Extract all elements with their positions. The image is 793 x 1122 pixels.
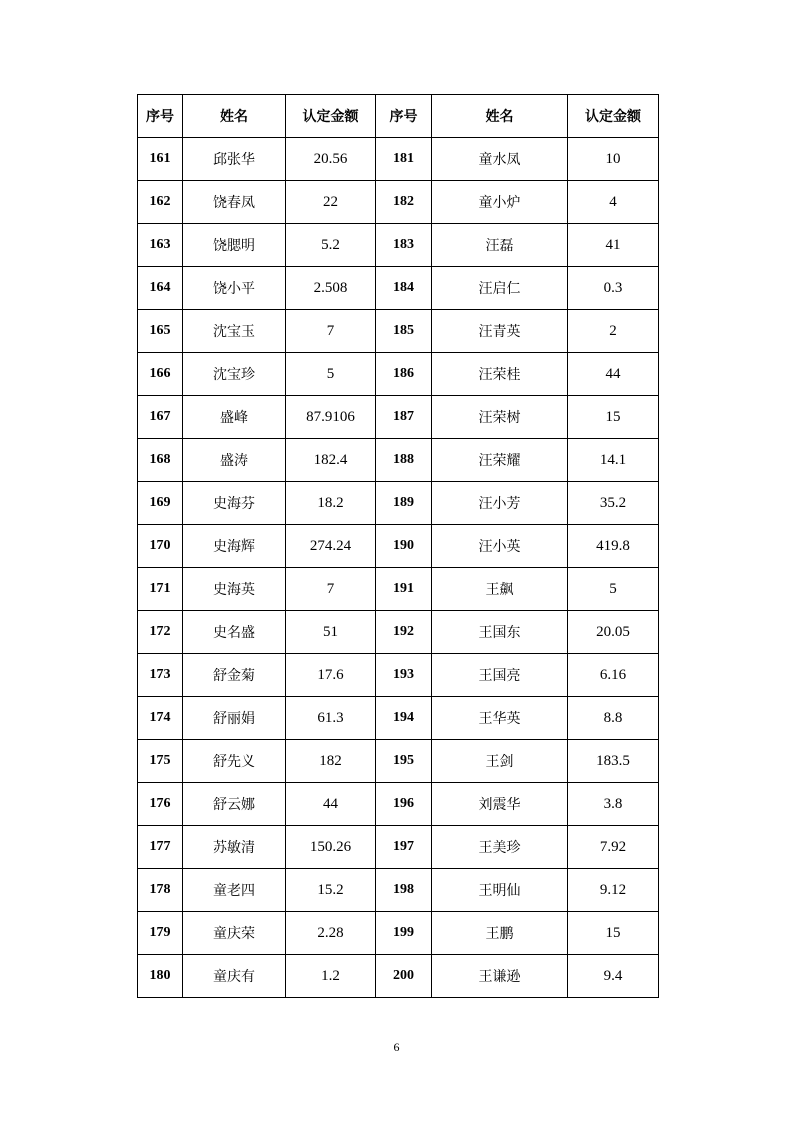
- cell-amount-right: 0.3: [568, 267, 659, 310]
- cell-index-left: 176: [138, 783, 183, 826]
- cell-name-left: 史名盛: [183, 611, 286, 654]
- cell-amount-left: 61.3: [286, 697, 376, 740]
- cell-name-left: 饶腮明: [183, 224, 286, 267]
- table-row: [138, 568, 659, 611]
- cell-name-right: 童水凤: [432, 138, 568, 181]
- cell-name-right: 王飙: [432, 568, 568, 611]
- cell-name-left: 童庆有: [183, 955, 286, 998]
- cell-index-right: 187: [376, 396, 432, 439]
- cell-index-right: 196: [376, 783, 432, 826]
- table-row: [138, 353, 659, 396]
- cell-amount-right: 183.5: [568, 740, 659, 783]
- table-row: [138, 869, 659, 912]
- cell-amount-left: 150.26: [286, 826, 376, 869]
- table-row: [138, 697, 659, 740]
- cell-index-left: 164: [138, 267, 183, 310]
- cell-amount-left: 5.2: [286, 224, 376, 267]
- cell-index-left: 171: [138, 568, 183, 611]
- cell-name-right: 王谦逊: [432, 955, 568, 998]
- cell-amount-left: 22: [286, 181, 376, 224]
- cell-amount-right: 4: [568, 181, 659, 224]
- cell-amount-left: 44: [286, 783, 376, 826]
- table-row: [138, 310, 659, 353]
- cell-amount-right: 419.8: [568, 525, 659, 568]
- table-row: [138, 826, 659, 869]
- cell-index-left: 174: [138, 697, 183, 740]
- cell-name-right: 刘震华: [432, 783, 568, 826]
- cell-amount-left: 2.508: [286, 267, 376, 310]
- cell-name-left: 童庆荣: [183, 912, 286, 955]
- cell-name-right: 汪小英: [432, 525, 568, 568]
- cell-name-left: 史海英: [183, 568, 286, 611]
- cell-name-left: 饶小平: [183, 267, 286, 310]
- cell-index-left: 163: [138, 224, 183, 267]
- cell-index-left: 170: [138, 525, 183, 568]
- cell-index-right: 192: [376, 611, 432, 654]
- cell-index-right: 197: [376, 826, 432, 869]
- cell-index-left: 167: [138, 396, 183, 439]
- cell-amount-right: 15: [568, 396, 659, 439]
- table-row: [138, 525, 659, 568]
- cell-index-left: 161: [138, 138, 183, 181]
- compensation-table: [137, 94, 659, 998]
- cell-amount-right: 14.1: [568, 439, 659, 482]
- cell-amount-right: 10: [568, 138, 659, 181]
- cell-amount-left: 5: [286, 353, 376, 396]
- header-index-right: 序号: [376, 95, 432, 138]
- cell-amount-left: 182.4: [286, 439, 376, 482]
- cell-index-right: 182: [376, 181, 432, 224]
- cell-name-left: 童老四: [183, 869, 286, 912]
- cell-amount-left: 182: [286, 740, 376, 783]
- cell-name-right: 童小炉: [432, 181, 568, 224]
- cell-index-right: 198: [376, 869, 432, 912]
- cell-name-left: 舒丽娟: [183, 697, 286, 740]
- cell-index-right: 200: [376, 955, 432, 998]
- cell-index-right: 188: [376, 439, 432, 482]
- cell-name-left: 盛峰: [183, 396, 286, 439]
- table-row: [138, 138, 659, 181]
- cell-index-left: 177: [138, 826, 183, 869]
- cell-name-right: 汪青英: [432, 310, 568, 353]
- cell-amount-left: 274.24: [286, 525, 376, 568]
- cell-name-right: 汪磊: [432, 224, 568, 267]
- cell-amount-right: 20.05: [568, 611, 659, 654]
- cell-name-left: 苏敏清: [183, 826, 286, 869]
- cell-amount-right: 6.16: [568, 654, 659, 697]
- header-name-left: 姓名: [183, 95, 286, 138]
- cell-name-left: 沈宝玉: [183, 310, 286, 353]
- cell-name-right: 王美珍: [432, 826, 568, 869]
- cell-amount-right: 8.8: [568, 697, 659, 740]
- header-index-left: 序号: [138, 95, 183, 138]
- cell-index-right: 189: [376, 482, 432, 525]
- cell-amount-left: 87.9106: [286, 396, 376, 439]
- table-row: [138, 482, 659, 525]
- cell-name-right: 王剑: [432, 740, 568, 783]
- cell-name-left: 舒先义: [183, 740, 286, 783]
- table-row: [138, 654, 659, 697]
- cell-index-right: 190: [376, 525, 432, 568]
- cell-amount-left: 17.6: [286, 654, 376, 697]
- table-row: [138, 783, 659, 826]
- cell-amount-right: 2: [568, 310, 659, 353]
- header-amount-left: 认定金额: [286, 95, 376, 138]
- cell-name-right: 王鹏: [432, 912, 568, 955]
- cell-amount-right: 9.4: [568, 955, 659, 998]
- cell-amount-left: 20.56: [286, 138, 376, 181]
- cell-index-left: 168: [138, 439, 183, 482]
- cell-name-left: 舒云娜: [183, 783, 286, 826]
- cell-name-right: 王明仙: [432, 869, 568, 912]
- cell-index-right: 183: [376, 224, 432, 267]
- table-row: [138, 955, 659, 998]
- cell-index-right: 186: [376, 353, 432, 396]
- cell-amount-left: 7: [286, 568, 376, 611]
- cell-index-right: 194: [376, 697, 432, 740]
- cell-name-left: 史海辉: [183, 525, 286, 568]
- cell-amount-right: 7.92: [568, 826, 659, 869]
- cell-amount-right: 35.2: [568, 482, 659, 525]
- cell-name-right: 汪启仁: [432, 267, 568, 310]
- cell-name-left: 邱张华: [183, 138, 286, 181]
- cell-name-left: 舒金菊: [183, 654, 286, 697]
- cell-index-right: 191: [376, 568, 432, 611]
- cell-amount-left: 1.2: [286, 955, 376, 998]
- cell-amount-right: 41: [568, 224, 659, 267]
- cell-index-left: 173: [138, 654, 183, 697]
- cell-name-right: 汪荣耀: [432, 439, 568, 482]
- cell-index-left: 169: [138, 482, 183, 525]
- table-row: [138, 396, 659, 439]
- cell-index-left: 166: [138, 353, 183, 396]
- cell-name-right: 汪小芳: [432, 482, 568, 525]
- cell-name-right: 汪荣桂: [432, 353, 568, 396]
- cell-index-left: 175: [138, 740, 183, 783]
- cell-index-left: 180: [138, 955, 183, 998]
- header-row: [138, 95, 659, 138]
- cell-index-left: 178: [138, 869, 183, 912]
- cell-name-left: 盛涛: [183, 439, 286, 482]
- cell-name-right: 王华英: [432, 697, 568, 740]
- cell-amount-left: 18.2: [286, 482, 376, 525]
- cell-index-left: 165: [138, 310, 183, 353]
- cell-index-right: 195: [376, 740, 432, 783]
- cell-amount-left: 51: [286, 611, 376, 654]
- table-row: [138, 439, 659, 482]
- header-name-right: 姓名: [432, 95, 568, 138]
- cell-name-right: 汪荣树: [432, 396, 568, 439]
- cell-index-right: 199: [376, 912, 432, 955]
- cell-amount-left: 7: [286, 310, 376, 353]
- cell-amount-right: 5: [568, 568, 659, 611]
- cell-index-left: 179: [138, 912, 183, 955]
- cell-name-left: 饶春凤: [183, 181, 286, 224]
- header-amount-right: 认定金额: [568, 95, 659, 138]
- table-row: [138, 912, 659, 955]
- cell-index-right: 193: [376, 654, 432, 697]
- table-row: [138, 611, 659, 654]
- page-number: 6: [393, 1040, 400, 1054]
- cell-amount-right: 44: [568, 353, 659, 396]
- cell-amount-left: 2.28: [286, 912, 376, 955]
- cell-index-right: 181: [376, 138, 432, 181]
- cell-amount-right: 3.8: [568, 783, 659, 826]
- table-row: [138, 740, 659, 783]
- cell-name-left: 沈宝珍: [183, 353, 286, 396]
- table-row: [138, 181, 659, 224]
- cell-name-right: 王国亮: [432, 654, 568, 697]
- cell-amount-right: 15: [568, 912, 659, 955]
- cell-amount-right: 9.12: [568, 869, 659, 912]
- cell-index-left: 172: [138, 611, 183, 654]
- table-row: [138, 267, 659, 310]
- cell-name-left: 史海芬: [183, 482, 286, 525]
- cell-index-left: 162: [138, 181, 183, 224]
- cell-name-right: 王国东: [432, 611, 568, 654]
- cell-index-right: 184: [376, 267, 432, 310]
- cell-amount-left: 15.2: [286, 869, 376, 912]
- table-row: [138, 224, 659, 267]
- cell-index-right: 185: [376, 310, 432, 353]
